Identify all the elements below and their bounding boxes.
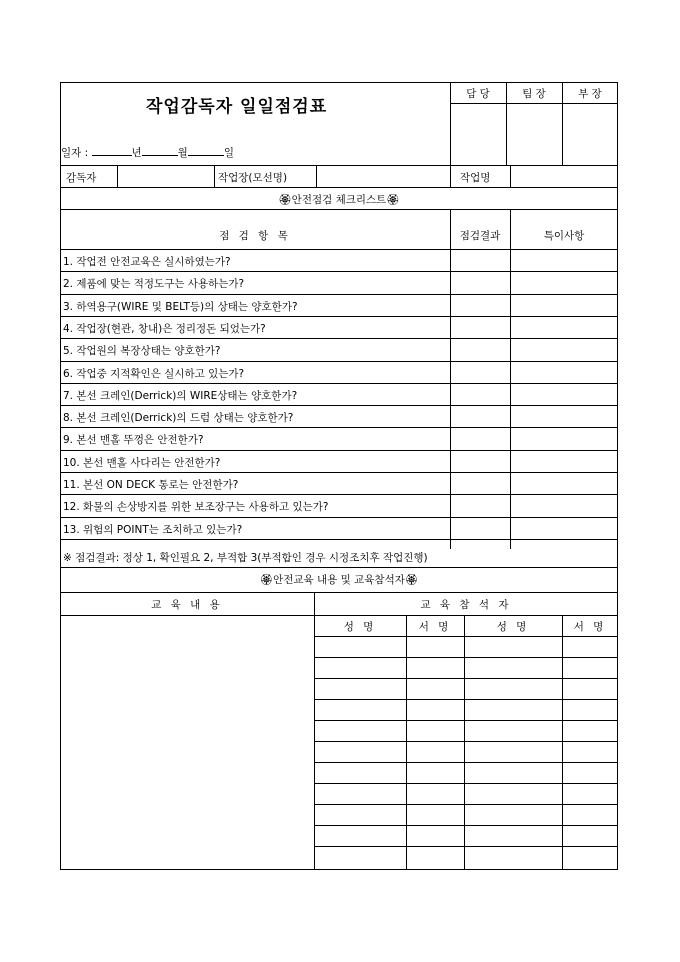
attendee-sign-cell[interactable] — [563, 637, 617, 656]
attendee-sign-cell[interactable] — [407, 784, 463, 803]
checklist-notes-cell[interactable] — [511, 362, 617, 382]
task-field[interactable] — [511, 166, 617, 186]
site-field[interactable] — [317, 166, 449, 186]
divider — [214, 165, 215, 187]
attendee-name-cell[interactable] — [315, 742, 405, 761]
attendee-name-cell[interactable] — [465, 658, 561, 677]
checklist-item: 3. 하역용구(WIRE 및 BELT등)의 상태는 양호한가? — [63, 300, 298, 313]
attendee-sign-cell[interactable] — [563, 763, 617, 782]
supervisor-label: 감독자 — [66, 172, 97, 184]
attendee-name-cell[interactable] — [315, 658, 405, 677]
checklist-notes-cell[interactable] — [511, 272, 617, 292]
checklist-result-cell[interactable] — [451, 339, 509, 359]
checklist-item: 7. 본선 크레인(Derrick)의 WIRE상태는 양호한가? — [63, 389, 298, 402]
attendee-name-cell[interactable] — [465, 742, 561, 761]
row-divider — [60, 539, 618, 540]
attendee-name-cell[interactable] — [465, 679, 561, 698]
attendee-name-header-1: 성 명 — [343, 621, 377, 633]
checklist-item: 12. 화물의 손상방지를 위한 보조장구는 사용하고 있는가? — [63, 501, 329, 514]
date-line — [61, 145, 234, 160]
attendee-name-cell[interactable] — [465, 763, 561, 782]
attendee-name-cell[interactable] — [315, 826, 405, 845]
attendee-name-cell[interactable] — [315, 784, 405, 803]
attendee-sign-cell[interactable] — [563, 826, 617, 845]
attendee-sign-cell[interactable] — [407, 763, 463, 782]
checklist-notes-cell[interactable] — [511, 384, 617, 404]
col-header-item: 점 검 항 목 — [219, 230, 291, 242]
attendee-row-divider — [314, 846, 618, 847]
divider — [450, 165, 451, 187]
attendee-name-cell[interactable] — [465, 784, 561, 803]
checklist-result-cell[interactable] — [451, 406, 509, 426]
checklist-notes-cell[interactable] — [511, 406, 617, 426]
attendee-name-cell[interactable] — [465, 721, 561, 740]
attendee-sign-cell[interactable] — [563, 742, 617, 761]
checklist-result-cell[interactable] — [451, 473, 509, 493]
date-prefix: 일자 : — [61, 147, 89, 159]
checklist-item: 8. 본선 크레인(Derrick)의 드럼 상태는 양호한가? — [63, 412, 294, 425]
attendee-name-cell[interactable] — [315, 763, 405, 782]
checklist-result-cell[interactable] — [451, 518, 509, 538]
attendee-sign-header-2: 서 명 — [573, 621, 607, 633]
attendee-sign-cell[interactable] — [407, 700, 463, 719]
divider — [60, 187, 618, 188]
checklist-result-cell[interactable] — [451, 384, 509, 404]
approval-label-team-lead: 팀 장 — [522, 88, 546, 100]
checklist-notes-cell[interactable] — [511, 451, 617, 471]
attendee-name-cell[interactable] — [315, 805, 405, 824]
attendee-name-cell[interactable] — [315, 679, 405, 698]
site-label: 작업장(모선명) — [218, 172, 288, 184]
col-header-notes: 특이사항 — [543, 230, 585, 242]
approval-label-manager: 부 장 — [578, 88, 602, 100]
checklist-item: 13. 위험의 POINT는 조치하고 있는가? — [63, 523, 243, 536]
checklist-result-cell[interactable] — [451, 272, 509, 292]
attendee-sign-cell[interactable] — [407, 721, 463, 740]
attendee-sign-cell[interactable] — [407, 826, 463, 845]
checklist-notes-cell[interactable] — [511, 518, 617, 538]
approval-label-staff: 담 당 — [466, 88, 490, 100]
checklist-notes-cell[interactable] — [511, 428, 617, 448]
attendee-name-cell[interactable] — [465, 826, 561, 845]
checklist-item: 6. 작업중 지적확인은 실시하고 있는가? — [63, 367, 245, 380]
divider — [60, 209, 618, 210]
checklist-item: 10. 본선 맨홀 사다리는 안전한가? — [63, 456, 221, 469]
checklist-notes-cell[interactable] — [511, 339, 617, 359]
checklist-result-cell[interactable] — [451, 295, 509, 315]
col-header-result: 점검결과 — [459, 230, 501, 242]
checklist-notes-cell[interactable] — [511, 473, 617, 493]
approval-sign-team-lead[interactable] — [507, 104, 561, 164]
checklist-result-cell[interactable] — [451, 317, 509, 337]
attendee-sign-cell[interactable] — [563, 658, 617, 677]
attendee-sign-cell[interactable] — [407, 637, 463, 656]
attendee-name-cell[interactable] — [465, 700, 561, 719]
checklist-result-cell[interactable] — [451, 250, 509, 270]
col-header-attendees: 교 육 참 석 자 — [420, 599, 512, 611]
date-day-label: 일 — [223, 147, 234, 159]
attendee-name-header-2: 성 명 — [496, 621, 530, 633]
checklist-result-cell[interactable] — [451, 451, 509, 471]
checklist-item: 2. 제품에 맞는 적정도구는 사용하는가? — [63, 278, 245, 291]
attendee-name-cell[interactable] — [465, 805, 561, 824]
attendee-sign-cell[interactable] — [407, 805, 463, 824]
checklist-item: 9. 본선 맨홀 뚜껑은 안전한가? — [63, 434, 204, 447]
result-legend: ※ 점검결과: 정상 1, 확인필요 2, 부적합 3(부적합인 경우 시정조치후 작업진행) — [63, 552, 428, 564]
attendee-sign-cell[interactable] — [563, 784, 617, 803]
attendee-sign-cell[interactable] — [407, 658, 463, 677]
attendee-name-cell[interactable] — [315, 700, 405, 719]
date-month-label: 월 — [177, 147, 188, 159]
attendee-name-cell[interactable] — [465, 637, 561, 656]
checklist-section-title: 🏵안전점검 체크리스트🏵 — [278, 194, 400, 206]
supervisor-field[interactable] — [118, 166, 213, 186]
attendee-sign-cell[interactable] — [563, 679, 617, 698]
education-content-field[interactable] — [61, 616, 313, 869]
attendee-sign-header-1: 서 명 — [418, 621, 452, 633]
date-day-field[interactable] — [188, 145, 224, 156]
task-label: 작업명 — [460, 172, 491, 184]
date-year-field[interactable] — [92, 145, 132, 156]
col-header-content: 교 육 내 용 — [151, 599, 223, 611]
attendee-sign-cell[interactable] — [563, 805, 617, 824]
approval-sign-manager[interactable] — [563, 104, 617, 164]
inspection-sheet — [60, 82, 618, 870]
checklist-item: 1. 작업전 안전교육은 실시하였는가? — [63, 256, 231, 268]
page-title: 작업감독자 일일점검표 — [146, 97, 328, 117]
date-year-label: 년 — [131, 147, 142, 159]
checklist-item: 5. 작업원의 복장상태는 양호한가? — [63, 345, 221, 358]
divider — [60, 592, 618, 593]
approval-sign-staff[interactable] — [451, 104, 505, 164]
checklist-item: 4. 작업장(현관, 창내)은 정리정돈 되었는가? — [63, 322, 266, 335]
attendee-sign-cell[interactable] — [563, 700, 617, 719]
checklist-result-cell[interactable] — [451, 428, 509, 448]
date-month-field[interactable] — [142, 145, 178, 156]
attendee-name-cell[interactable] — [315, 721, 405, 740]
education-section-title: 🏵안전교육 내용 및 교육참석자🏵 — [259, 574, 419, 586]
checklist-notes-cell[interactable] — [511, 317, 617, 337]
divider — [60, 567, 618, 568]
attendee-sign-cell[interactable] — [407, 742, 463, 761]
checklist-result-cell[interactable] — [451, 362, 509, 382]
checklist-notes-cell[interactable] — [511, 495, 617, 515]
checklist-item: 11. 본선 ON DECK 통로는 안전한가? — [63, 479, 239, 491]
checklist-notes-cell[interactable] — [511, 295, 617, 315]
checklist-result-cell[interactable] — [451, 495, 509, 515]
attendee-sign-cell[interactable] — [407, 679, 463, 698]
attendee-sign-cell[interactable] — [563, 721, 617, 740]
attendee-name-cell[interactable] — [315, 637, 405, 656]
checklist-notes-cell[interactable] — [511, 250, 617, 270]
